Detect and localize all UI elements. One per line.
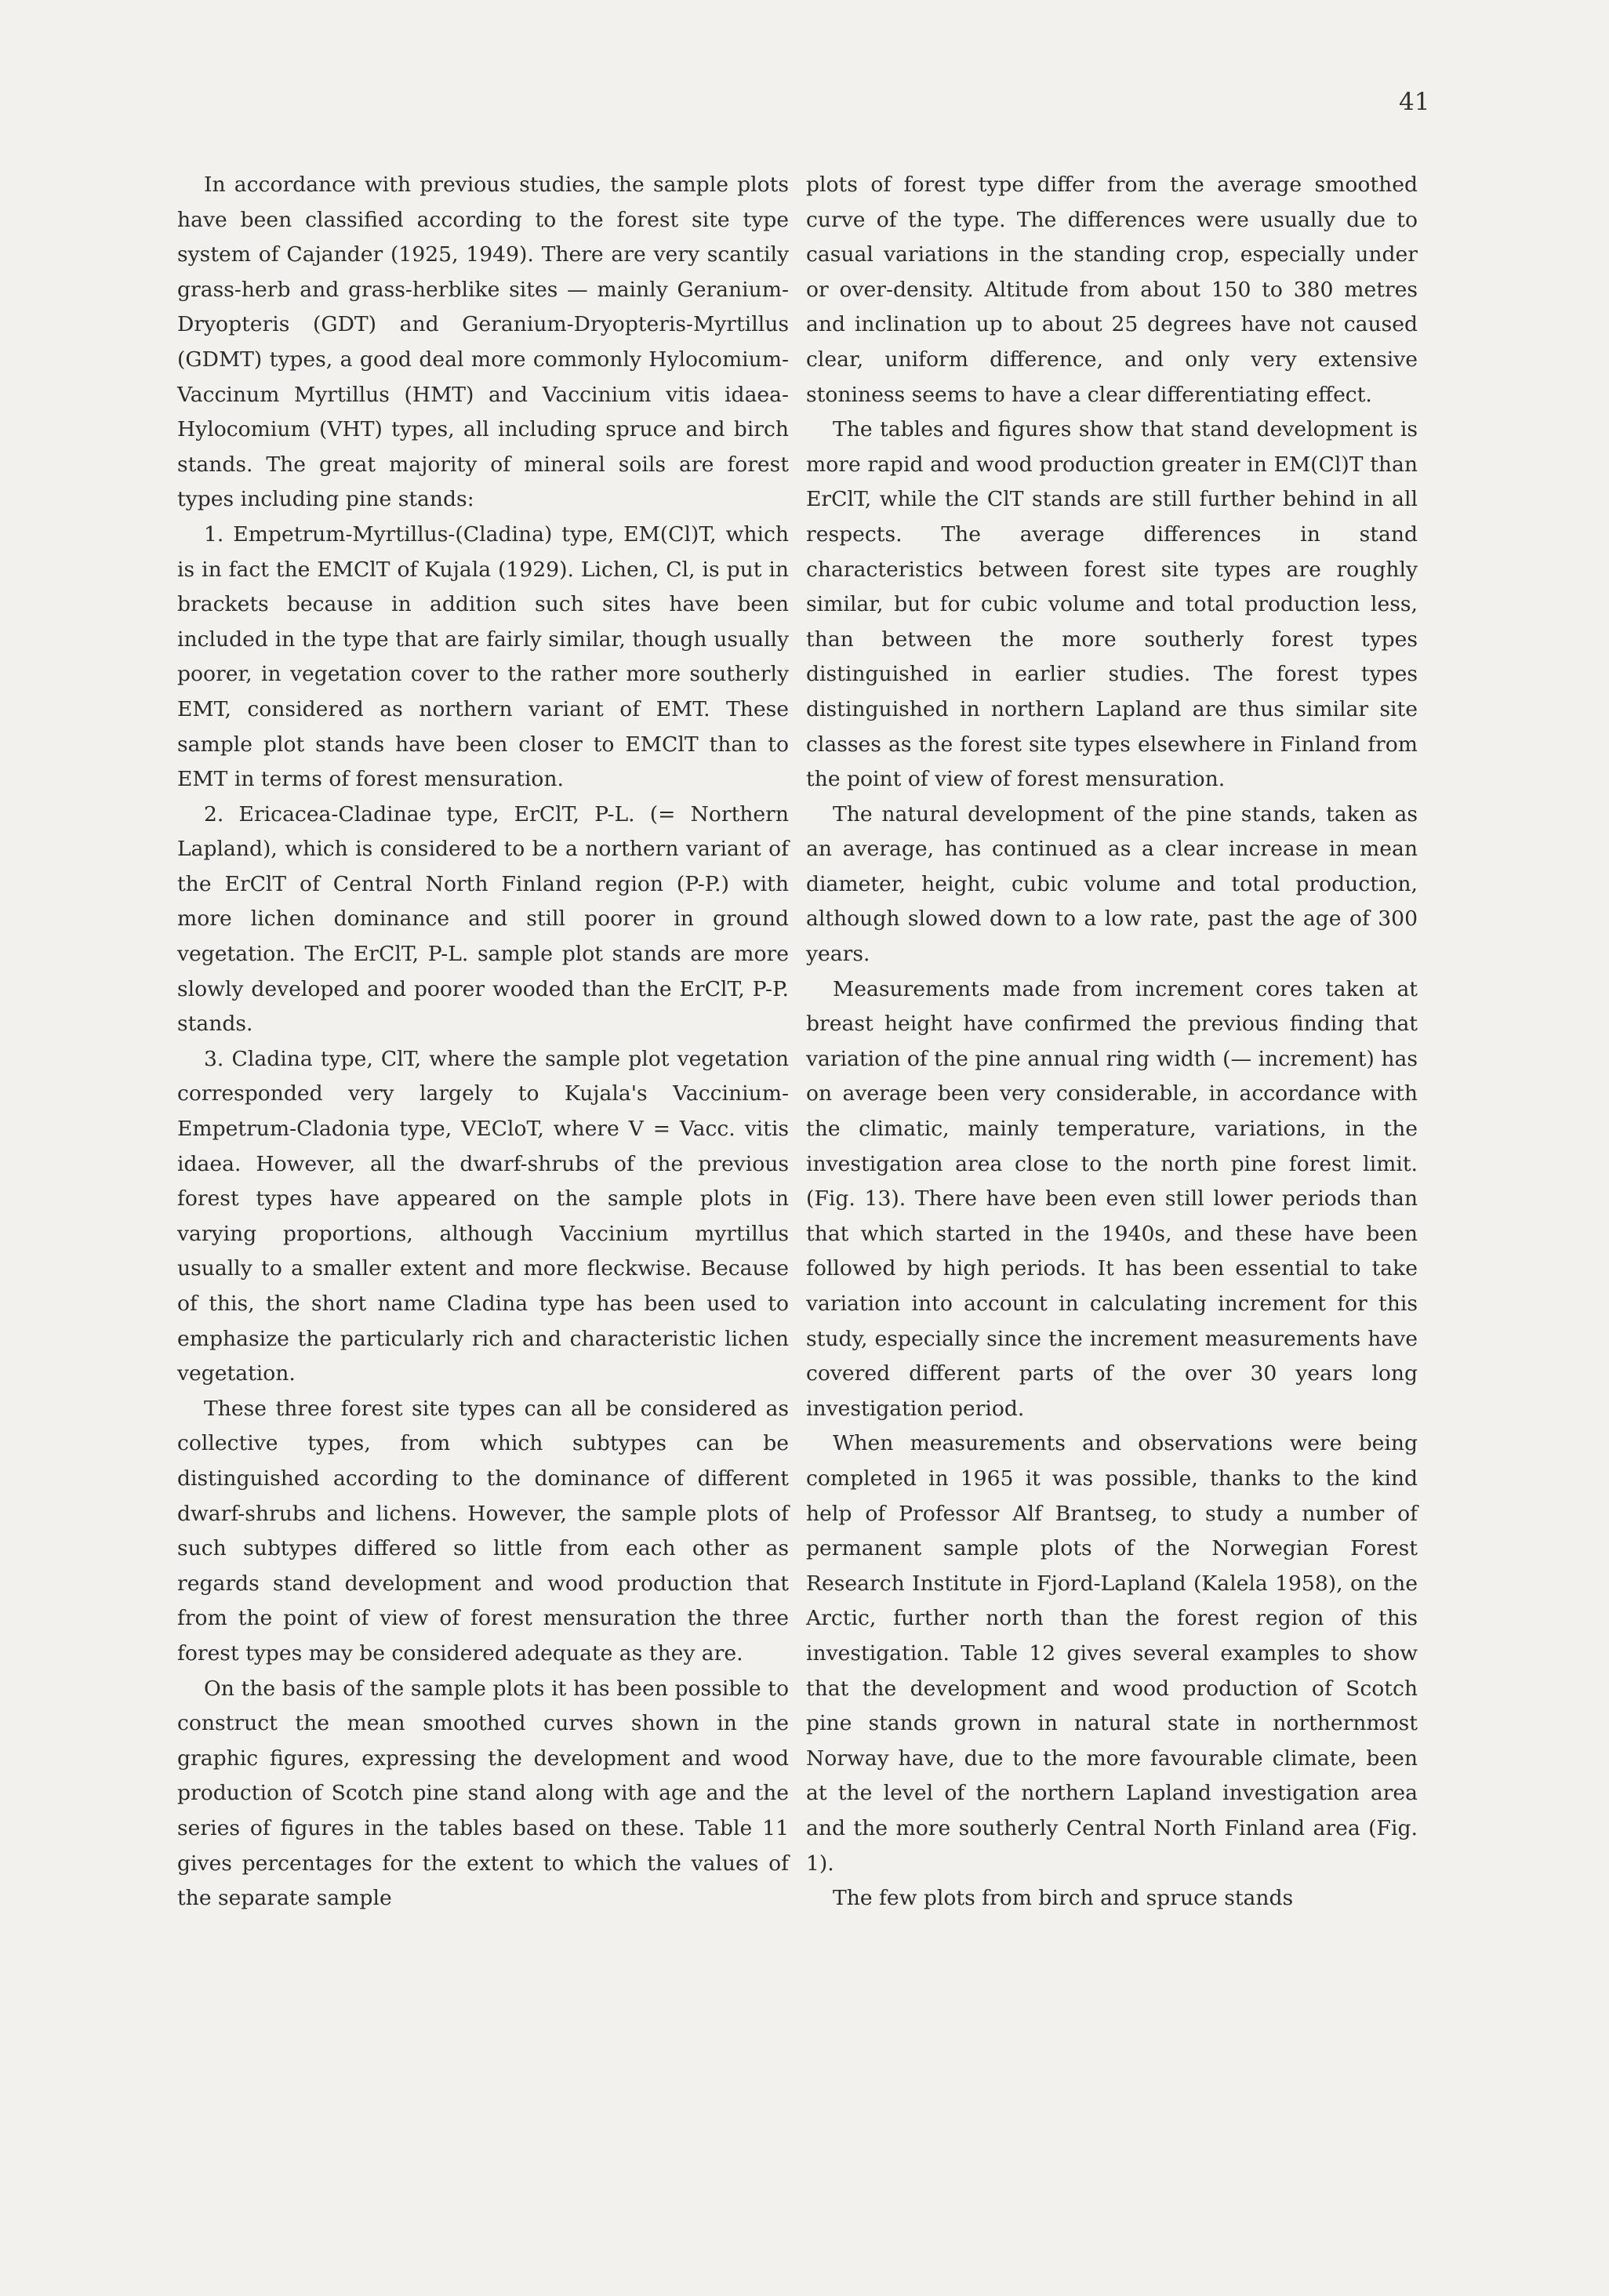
paragraph: These three forest site types can all be considered as collective types, from which subtypes can be distinguished according to the dominance of different dwarf-shrubs and lichens. However, the sample plots of such subtypes differed so little from each other as regards stand development and wood production that from the point of view of forest mensuration the three forest types may be considered adequate as they are.	[177, 1396, 789, 1666]
paragraph: In accordance with previous studies, the sample plots have been classified according to the forest site type system of Cajander (1925, 1949). There are very scantily grass-herb and grass-herblike sites — mainly Geranium-Dryopteris (GDT) and Geranium-Dryopteris-Myrtillus (GDMT) types, a good deal more commonly Hylocomium-Vaccinum Myrtillus (HMT) and Vaccinium vitis idaea-Hylocomium (VHT) types, all including spruce and birch stands. The great majority of mineral soils are forest types including pine stands:	[177, 173, 789, 512]
paragraph: The natural development of the pine stands, taken as an average, has continued as a clear increase in mean diameter, height, cubic volume and total production, although slowed down to a low rate, past the age of 300 years.	[806, 801, 1418, 967]
paragraph-continued: plots of forest type differ from the average smoothed curve of the type. The differences were usually due to casual variations in the standing crop, especially under or over-density. Altitude from about 150 to 380 metres and inclination up to about 25 degrees have not caused clear, uniform difference, and only very extensive stoniness seems to have a clear differentiating effect.	[806, 173, 1418, 407]
paragraph: On the basis of the sample plots it has been possible to construct the mean smoothed curves shown in the graphic figures, expressing the development and wood production of Scotch pine stand along with age and the series of figures in the tables based on these. Table 11 gives percentages for the extent to which the values of the separate sample	[177, 1676, 789, 1911]
paragraph: 3. Cladina type, ClT, where the sample plot vegetation corresponded very largely to Kujala's Vaccinium-Empetrum-Cladonia type, VECloT, where V = Vacc. vitis idaea. However, all the dwarf-shrubs of the previous forest types have appeared on the sample plots in varying proportions, although Vaccinium myrtillus usually to a smaller extent and more fleckwise. Because of this, the short name Cladina type has been used to emphasize the particularly rich and characteristic lichen vegetation.	[177, 1046, 789, 1386]
paragraph: When measurements and observations were being completed in 1965 it was possible, thanks to the kind help of Professor Alf Brantseg, to study a number of permanent sample plots of the Norwegian Forest Research Institute in Fjord-Lapland (Kalela 1958), on the Arctic, further north than the forest region of this investigation. Table 12 gives several examples to show that the development and wood production of Scotch pine stands grown in natural state in northernmost Norway have, due to the more favourable climate, been at the level of the northern Lapland investigation area and the more southerly Central North Finland area (Fig. 1).	[806, 1431, 1418, 1876]
right-column	[806, 168, 1418, 1916]
paragraph: 2. Ericacea-Cladinae type, ErClT, P-L. (= Northern Lapland), which is considered to be a northern variant of the ErClT of Central North Finland region (P-P.) with more lichen dominance and still poorer in ground vegetation. The ErClT, P-L. sample plot stands are more slowly developed and poorer wooded than the ErClT, P-P. stands.	[177, 801, 789, 1037]
paragraph: The tables and figures show that stand development is more rapid and wood production greater in EM(Cl)T than ErClT, while the ClT stands are still further behind in all respects. The average differences in stand characteristics between forest site types are roughly similar, but for cubic volume and total production less, than between the more southerly forest types distinguished in earlier studies. The forest types distinguished in northern Lapland are thus similar site classes as the forest site types elsewhere in Finland from the point of view of forest mensuration.	[806, 417, 1418, 792]
paragraph: Measurements made from increment cores taken at breast height have confirmed the previous finding that variation of the pine annual ring width (— increment) has on average been very considerable, in accordance with the climatic, mainly temperature, variations, in the investigation area close to the north pine forest limit. (Fig. 13). There have been even still lower periods than that which started in the 1940s, and these have been followed by high periods. It has been essential to take variation into account in calculating increment for this study, especially since the increment measurements have covered different parts of the over 30 years long investigation period.	[806, 976, 1418, 1421]
paragraph: 1. Empetrum-Myrtillus-(Cladina) type, EM(Cl)T, which is in fact the EMClT of Kujala (1929). Lichen, Cl, is put in brackets because in addition such sites have been included in the type that are fairly similar, though usually poorer, in vegetation cover to the rather more southerly EMT, considered as northern variant of EMT. These sample plot stands have been closer to EMClT than to EMT in terms of forest mensuration.	[177, 521, 789, 792]
left-column	[177, 168, 789, 1916]
page-number: 41	[1399, 88, 1430, 116]
paragraph: The few plots from birch and spruce stands	[833, 1886, 1294, 1911]
